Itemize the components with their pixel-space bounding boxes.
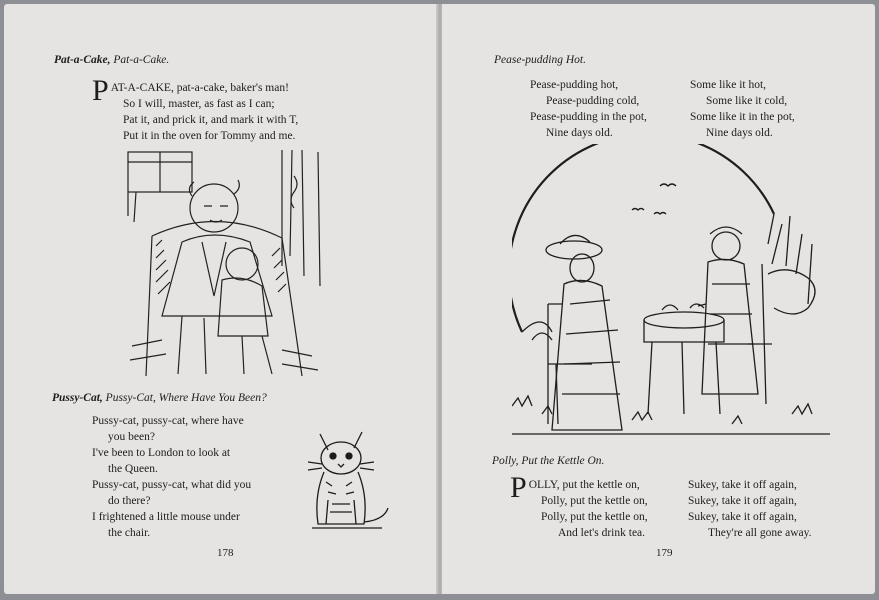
pease-pudding-col2-line-3: Some like it in the pot,: [690, 111, 795, 123]
polly-heading: Polly, Put the Kettle On.: [492, 455, 605, 467]
right-page: [442, 4, 875, 594]
pussy-cat-line-5: Pussy-cat, pussy-cat, what did you: [92, 479, 252, 491]
polly-col2-line-2: Sukey, take it off again,: [688, 495, 797, 507]
page-number-179: 179: [656, 547, 673, 559]
pussy-cat-line-4: the Queen.: [108, 463, 158, 475]
pussy-cat-line-7: I frightened a little mouse under: [92, 511, 240, 523]
tea-party-illustration: [512, 144, 830, 446]
pease-pudding-col1-line-2: Pease-pudding cold,: [546, 95, 640, 107]
polly-col1-line-4: And let's drink tea.: [558, 527, 646, 539]
pussy-cat-line-6: do there?: [108, 495, 151, 507]
pussy-cat-line-8: the chair.: [108, 527, 151, 539]
pease-pudding-col2-line-2: Some like it cold,: [706, 95, 788, 107]
pease-pudding-heading: Pease-pudding Hot.: [494, 54, 586, 66]
grandfather-child-illustration: [122, 146, 328, 382]
pat-a-cake-line-4: Put it in the oven for Tommy and me.: [123, 130, 296, 142]
polly-col1-line-2: Polly, put the kettle on,: [541, 495, 648, 507]
polly-col2-line-1: Sukey, take it off again,: [688, 479, 797, 491]
pease-pudding-col1-line-4: Nine days old.: [546, 127, 613, 139]
pat-a-cake-heading: [54, 54, 169, 66]
pat-a-cake-drop-cap: P: [92, 74, 109, 107]
polly-col2-line-4: They're all gone away.: [708, 527, 812, 539]
pussy-cat-heading-rest: Pussy-Cat, Where Have You Been?: [105, 392, 267, 404]
page-number-178: 178: [217, 547, 234, 559]
polly-drop-cap: P: [510, 471, 527, 504]
pease-pudding-col-1: [530, 77, 647, 141]
pat-a-cake-heading-bold: Pat-a-Cake,: [54, 54, 111, 66]
pat-a-cake-verse: [92, 74, 299, 144]
pease-pudding-col2-line-4: Nine days old.: [706, 127, 773, 139]
pussy-cat-heading-bold: Pussy-Cat,: [52, 392, 103, 404]
pussy-cat-line-2: you been?: [108, 431, 155, 443]
pat-a-cake-line-3: Pat it, and prick it, and mark it with T,: [123, 114, 299, 126]
cat-illustration: [302, 426, 398, 534]
pat-a-cake-heading-rest: Pat-a-Cake.: [113, 54, 170, 66]
pussy-cat-line-3: I've been to London to look at: [92, 447, 231, 459]
polly-col-2: [688, 477, 812, 541]
pat-a-cake-line-2: So I will, master, as fast as I can;: [123, 98, 275, 110]
polly-first-line: OLLY, put the kettle on,: [528, 479, 640, 491]
polly-col1-line-3: Polly, put the kettle on,: [541, 511, 648, 523]
pease-pudding-col2-line-1: Some like it hot,: [690, 79, 767, 91]
pussy-cat-heading: [52, 392, 267, 404]
pease-pudding-col-2: [690, 77, 795, 141]
pease-pudding-col1-line-3: Pease-pudding in the pot,: [530, 111, 647, 123]
polly-col2-line-3: Sukey, take it off again,: [688, 511, 797, 523]
pussy-cat-line-1: Pussy-cat, pussy-cat, where have: [92, 415, 244, 427]
pussy-cat-verse: [92, 413, 251, 541]
polly-col1-line-1: [510, 471, 648, 504]
left-page: [4, 4, 438, 594]
pease-pudding-col1-line-1: Pease-pudding hot,: [530, 79, 619, 91]
pat-a-cake-first-line: AT-A-CAKE, pat-a-cake, baker's man!: [110, 82, 289, 94]
polly-col-1: [510, 471, 648, 541]
